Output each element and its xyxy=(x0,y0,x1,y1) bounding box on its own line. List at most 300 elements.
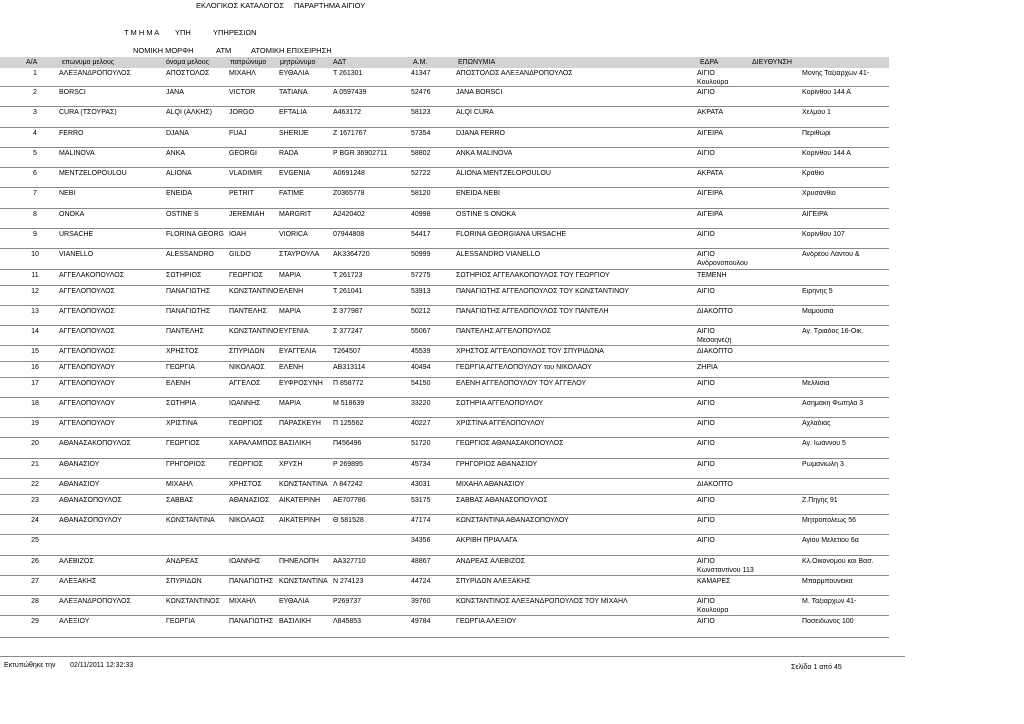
cell-name: ΣΑΒΒΑΣ xyxy=(166,497,194,504)
cell-name: ΧΡΙΣΤΙΝΑ xyxy=(166,420,198,427)
cell-edra: ΑΙΓΕΙΡΑ xyxy=(697,190,723,197)
cell-edra: ΑΙΓΙΟ xyxy=(697,517,715,524)
cell-mother: ΕΛΕΝΗ xyxy=(279,364,304,371)
cell-aa: 1 xyxy=(33,70,37,77)
cell-address: Αγ. Ιωάννου 5 xyxy=(802,440,846,447)
cell-aa: 22 xyxy=(31,481,39,488)
col-am: Α.Μ. xyxy=(413,59,428,66)
cell-am: 40227 xyxy=(411,420,431,427)
cell-edra: ΑΙΓΙΟ xyxy=(697,598,715,605)
cell-name: ANKA xyxy=(166,150,186,157)
cell-adt: ΑΒ313114 xyxy=(333,364,366,371)
column-header-bar xyxy=(0,57,889,68)
atomiki-label: ΑΤΟΜΙΚΗ ΕΠΙΧΕΙΡΗΣΗ xyxy=(251,46,332,55)
cell-father: ΓΕΩΡΓΙΟΣ xyxy=(229,272,263,279)
cell-eponymia: ΧΡΙΣΤΙΝΑ ΑΓΓΕΛΟΠΟΥΛΟΥ xyxy=(456,420,545,427)
cell-edra: ΑΙΓΙΟ xyxy=(697,420,715,427)
cell-edra: ΑΙΓΙΟ xyxy=(697,380,715,387)
cell-address: Μπαρμπουνέικα xyxy=(802,578,853,585)
row-divider xyxy=(0,437,889,438)
cell-aa: 13 xyxy=(31,308,39,315)
row-divider xyxy=(0,187,889,188)
row-divider xyxy=(0,478,889,479)
cell-am: 58120 xyxy=(411,190,431,197)
cell-aa: 12 xyxy=(31,288,39,295)
cell-surname: ΑΘΑΝΑΣΙΟΥ xyxy=(59,481,100,488)
cell-am: 53175 xyxy=(411,497,431,504)
ypi-code: ΥΠΗ xyxy=(175,28,191,37)
cell-adt: Τ 261723 xyxy=(333,272,363,279)
cell-address: Χελμού 1 xyxy=(802,109,831,116)
cell-am: 45539 xyxy=(411,348,431,355)
cell-mother: ΚΩΝΣΤΑΝΤΙΝΑ xyxy=(279,578,328,585)
cell-aa: 11 xyxy=(31,272,39,279)
row-divider xyxy=(0,377,889,378)
cell-name: ALIONA xyxy=(166,170,192,177)
row-divider xyxy=(0,615,889,616)
cell-aa: 17 xyxy=(31,380,39,387)
cell-aa: 27 xyxy=(31,578,39,585)
cell-aa: 25 xyxy=(31,537,39,544)
row-divider xyxy=(0,147,889,148)
cell-father: ΠΑΝΤΕΛΗΣ xyxy=(229,308,267,315)
cell-address: Μητροπόλεως 56 xyxy=(802,517,857,524)
cell-mother: ΜΑΡΙΑ xyxy=(279,308,301,315)
cell-address: Μ. Ταξιαρχών 41- xyxy=(802,598,857,605)
cell-aa: 19 xyxy=(31,420,39,427)
col-mother: μητρώνυμο xyxy=(280,59,316,66)
cell-surname: ΑΓΓΕΛΟΠΟΥΛΟΣ xyxy=(59,288,115,295)
cell-eponymia: ANKA MALINOVA xyxy=(456,150,513,157)
cell-surname: ΑΛΕΞΑΝΔΡΟΠΟΥΛΟΣ xyxy=(59,70,131,77)
cell-name: ENEIDA xyxy=(166,190,193,197)
cell-am: 54150 xyxy=(411,380,431,387)
cell-edra: ΑΚΡΑΤΑ xyxy=(697,170,724,177)
cell-address: Κορίνθου 107 xyxy=(802,231,845,238)
cell-eponymia: ΣΠΥΡΙΔΩΝ ΑΛΕΞΑΚΗΣ xyxy=(456,578,531,585)
row-divider xyxy=(0,417,889,418)
cell-surname: ΑΓΓΕΛΟΠΟΥΛΟΥ xyxy=(59,380,115,387)
cell-eponymia: ΓΕΩΡΓΙΑ ΑΛΕΞΙΟΥ xyxy=(456,618,517,625)
cell-address: Περιθώρι xyxy=(802,130,831,137)
cell-eponymia: ΧΡΗΣΤΟΣ ΑΓΓΕΛΟΠΟΥΛΟΣ ΤΟΥ ΣΠΥΡΙΔΩΝΑ xyxy=(456,348,604,355)
cell-surname: ΑΛΕΞΑΝΔΡΟΠΟΥΛΟΣ xyxy=(59,598,131,605)
cell-father: ΠΑΝΑΓΙΩΤΗΣ xyxy=(229,618,274,625)
cell-father: ΚΩΝΣΤΑΝΤΙΝΟ xyxy=(229,328,278,335)
cell-edra: ΑΙΓΙΟ xyxy=(697,288,715,295)
cell-aa: 23 xyxy=(31,497,39,504)
cell-surname: ΑΓΓΕΛΑΚΟΠΟΥΛΟΣ xyxy=(59,272,125,279)
cell-eponymia: ΚΩΝΣΤΑΝΤΙΝΑ ΑΘΑΝΑΣΟΠΟΥΛΟΥ xyxy=(456,517,569,524)
cell-mother: FATIME xyxy=(279,190,304,197)
cell-adt: Τ 261301 xyxy=(333,70,363,77)
cell-edra: ΔΙΑΚΟΠΤΟ xyxy=(697,308,733,315)
cell-am: 39760 xyxy=(411,598,431,605)
cell-address: Κλ.Οικονόμου και Βασ. xyxy=(802,558,874,565)
cell-name: ΣΩΤΗΡΙΟΣ xyxy=(166,272,202,279)
cell-father: FUAJ xyxy=(229,130,247,137)
cell-father: ΚΩΝΣΤΑΝΤΙΝΟ xyxy=(229,288,278,295)
cell-eponymia: ΕΛΕΝΗ ΑΓΓΕΛΟΠΟΥΛΟΥ ΤΟΥ ΑΓΓΕΛΟΥ xyxy=(456,380,587,387)
cell-address: Ειρήνης 5 xyxy=(802,288,833,295)
cell-adt: A2420402 xyxy=(333,211,365,218)
col-father: πατρώνυμο xyxy=(230,59,267,66)
cell-adt: Μ 518639 xyxy=(333,400,365,407)
cell-eponymia: ΠΑΝΑΓΙΩΤΗΣ ΑΓΓΕΛΟΠΟΥΛΟΣ ΤΟΥ ΚΩΝΣΤΑΝΤΙΝΟΥ xyxy=(456,288,630,295)
cell-aa: 24 xyxy=(31,517,39,524)
cell-name: ΓΡΗΓΟΡΙΟΣ xyxy=(166,461,206,468)
cell-name: ALESSANDRO xyxy=(166,251,214,258)
row-divider xyxy=(0,248,889,249)
cell-aa: 28 xyxy=(31,598,39,605)
cell-mother: SHERIJE xyxy=(279,130,309,137)
cell-aa: 9 xyxy=(33,231,37,238)
cell-name: ΓΕΩΡΓΙΑ xyxy=(166,618,195,625)
cell-edra: ΑΙΓΙΟ xyxy=(697,440,715,447)
cell-edra: ΑΙΓΙΟ xyxy=(697,497,715,504)
cell-am: 40998 xyxy=(411,211,431,218)
row-divider xyxy=(0,534,889,535)
cell-aa: 15 xyxy=(31,348,39,355)
cell-eponymia: FLORINA GEORGIANA URSACHE xyxy=(456,231,567,238)
row-divider xyxy=(0,494,889,495)
cell-adt: Ρ269737 xyxy=(333,598,362,605)
cell-mother: ΒΑΣΙΛΙΚΗ xyxy=(279,618,311,625)
cell-name: ΣΩΤΗΡΙΑ xyxy=(166,400,197,407)
printed-date: 02/11/2011 12:32:33 xyxy=(70,662,134,669)
cell-am: 44724 xyxy=(411,578,431,585)
row-divider xyxy=(0,86,889,87)
cell-edra: ΖΗΡΙΑ xyxy=(697,364,718,371)
cell-am: 55067 xyxy=(411,328,431,335)
cell-adt: Z 1671767 xyxy=(333,130,367,137)
row-divider xyxy=(0,269,889,270)
cell-edra-line2: Ανδρονοπούλου xyxy=(697,260,748,267)
cell-edra: ΑΚΡΑΤΑ xyxy=(697,109,724,116)
cell-am: 57354 xyxy=(411,130,431,137)
col-address: ΔΙΕΥΘΥΝΣΗ xyxy=(752,59,792,66)
cell-address: Ρωμανιώλη 3 xyxy=(802,461,844,468)
cell-address: Ασημάκη Φωτήλα 3 xyxy=(802,400,864,407)
cell-mother: ΕΛΕΝΗ xyxy=(279,288,304,295)
cell-address: Ζ.Πηγής 91 xyxy=(802,497,838,504)
cell-surname: BORSCI xyxy=(59,89,86,96)
catalog-title: ΕΚΛΟΓΙΚΟΣ ΚΑΤΑΛΟΓΟΣ xyxy=(196,1,284,10)
cell-adt: Π456496 xyxy=(333,440,362,447)
cell-surname: ΑΓΓΕΛΟΠΟΥΛΟΣ xyxy=(59,308,115,315)
cell-eponymia: ΣΩΤΗΡΙΟΣ ΑΓΓΕΛΑΚΟΠΟΥΛΟΣ ΤΟΥ ΓΕΩΡΓΙΟΥ xyxy=(456,272,610,279)
cell-eponymia: ΑΚΡΙΒΗ ΠΡΙΑΛΑΓΑ xyxy=(456,537,518,544)
cell-edra: ΑΙΓΕΙΡΑ xyxy=(697,130,723,137)
cell-father: ΙΩΑΝΝΗΣ xyxy=(229,400,261,407)
cell-edra: ΑΙΓΕΙΡΑ xyxy=(697,211,723,218)
cell-am: 48867 xyxy=(411,558,431,565)
cell-address: Μαμουσιά xyxy=(802,308,834,315)
cell-aa: 7 xyxy=(33,190,37,197)
cell-am: 33220 xyxy=(411,400,431,407)
cell-eponymia: ΠΑΝΤΕΛΗΣ ΑΓΓΕΛΟΠΟΥΛΟΣ xyxy=(456,328,552,335)
cell-name: ΠΑΝΑΓΙΩΤΗΣ xyxy=(166,288,211,295)
cell-adt: Θ 581528 xyxy=(333,517,364,524)
cell-adt: Π 125562 xyxy=(333,420,364,427)
cell-address: Κορίνθου 144 Α xyxy=(802,89,851,96)
cell-edra: ΤΕΜΕΝΗ xyxy=(697,272,727,279)
cell-surname: MALINOVA xyxy=(59,150,95,157)
cell-father: ΠΑΝΑΓΙΩΤΗΣ xyxy=(229,578,274,585)
row-divider xyxy=(0,514,889,515)
cell-adt: AK3364720 xyxy=(333,251,370,258)
cell-name: ΚΩΝΣΤΑΝΤΙΝΑ xyxy=(166,517,215,524)
cell-mother: ΚΩΝΣΤΑΝΤΙΝΑ xyxy=(279,481,328,488)
cell-edra: ΑΙΓΙΟ xyxy=(697,537,715,544)
cell-am: 34356 xyxy=(411,537,431,544)
cell-aa: 5 xyxy=(33,150,37,157)
cell-father: VICTOR xyxy=(229,89,256,96)
col-aa: Α/Α xyxy=(26,59,38,66)
cell-mother: VIORICA xyxy=(279,231,308,238)
cell-mother: EVGENIA xyxy=(279,170,311,177)
cell-name: DJANA xyxy=(166,130,189,137)
cell-am: 52476 xyxy=(411,89,431,96)
cell-adt: Λ 847242 xyxy=(333,481,363,488)
cell-am: 58123 xyxy=(411,109,431,116)
cell-eponymia: OSTINE S ONOKA xyxy=(456,211,516,218)
cell-surname: URSACHE xyxy=(59,231,94,238)
cell-adt: A0691248 xyxy=(333,170,365,177)
cell-mother: EFTALIA xyxy=(279,109,307,116)
cell-am: 52722 xyxy=(411,170,431,177)
cell-edra: ΑΙΓΙΟ xyxy=(697,400,715,407)
cell-name: ALQI (ΑΛΚΗΣ) xyxy=(166,109,212,116)
cell-address: Κορίνθου 144 Α xyxy=(802,150,851,157)
page-info: Σελίδα 1 από 45 xyxy=(791,664,842,671)
cell-mother: TATIANA xyxy=(279,89,308,96)
footer-divider xyxy=(0,656,905,657)
cell-surname: ΑΘΑΝΑΣΟΠΟΥΛΟΣ xyxy=(59,497,122,504)
cell-mother: ΕΥΦΡΟΣΥΝΗ xyxy=(279,380,323,387)
cell-name: ΑΝΔΡΕΑΣ xyxy=(166,558,199,565)
cell-am: 49784 xyxy=(411,618,431,625)
cell-eponymia: JANA BORSCI xyxy=(456,89,503,96)
cell-edra: ΑΙΓΙΟ xyxy=(697,70,715,77)
cell-name: ΠΑΝΤΕΛΗΣ xyxy=(166,328,204,335)
cell-adt: ΑΑ327710 xyxy=(333,558,366,565)
cell-am: 47174 xyxy=(411,517,431,524)
cell-father: PETRIT xyxy=(229,190,254,197)
cell-mother: ΜΑΡΙΑ xyxy=(279,272,301,279)
cell-edra: ΑΙΓΙΟ xyxy=(697,150,715,157)
cell-name: ΧΡΗΣΤΟΣ xyxy=(166,348,199,355)
cell-edra-line2: Κουλούρα xyxy=(697,79,729,86)
cell-aa: 26 xyxy=(31,558,39,565)
cell-am: 43031 xyxy=(411,481,431,488)
cell-surname: ΑΓΓΕΛΟΠΟΥΛΟΣ xyxy=(59,348,115,355)
cell-father: VLADIMIR xyxy=(229,170,263,177)
cell-mother: MARGRIT xyxy=(279,211,312,218)
cell-aa: 2 xyxy=(33,89,37,96)
cell-aa: 20 xyxy=(31,440,39,447)
cell-aa: 3 xyxy=(33,109,37,116)
cell-name: ΕΛΕΝΗ xyxy=(166,380,191,387)
row-divider xyxy=(0,285,889,286)
cell-edra-line2: Κωνσταντίνου 113 xyxy=(697,567,754,574)
cell-father: ΜΙΧΑΗΛ xyxy=(229,70,256,77)
cell-address: Αγ. Τριάδος 16-Οικ. xyxy=(802,328,864,335)
cell-edra-line2: Κουλούρα xyxy=(697,607,729,614)
cell-father: ΣΠΥΡΙΔΩΝ xyxy=(229,348,265,355)
cell-name: ΓΕΩΡΓΙΟΣ xyxy=(166,440,200,447)
cell-mother: RADA xyxy=(279,150,299,157)
row-divider xyxy=(0,167,889,168)
row-divider xyxy=(0,305,889,306)
col-edra: ΕΔΡΑ xyxy=(700,59,719,66)
cell-surname: ΑΛΕΒΙΖΟΣ xyxy=(59,558,94,565)
cell-eponymia: ALIONA MENTZELOPOULOU xyxy=(456,170,551,177)
row-divider xyxy=(0,208,889,209)
row-divider xyxy=(0,458,889,459)
cell-address: Ποσειδώνος 100 xyxy=(802,618,854,625)
cell-adt: P BGR 36902711 xyxy=(333,150,388,157)
cell-name: ΓΕΩΡΓΙΑ xyxy=(166,364,195,371)
cell-mother: ΑΙΚΑΤΕΡΙΝΗ xyxy=(279,517,321,524)
cell-adt: Τ264507 xyxy=(333,348,361,355)
nomiki-morfi-label: ΝΟΜΙΚΗ ΜΟΡΦΗ xyxy=(133,46,194,55)
cell-father: JEREMIAH xyxy=(229,211,265,218)
cell-eponymia: ΓΕΩΡΓΙΑ ΑΓΓΕΛΟΠΟΥΛΟΥ του ΝΙΚΟΛΑΟΥ xyxy=(456,364,592,371)
col-adt: ΑΔΤ xyxy=(333,59,347,66)
cell-aa: 21 xyxy=(31,461,39,468)
cell-aa: 8 xyxy=(33,211,37,218)
cell-surname: ONOKA xyxy=(59,211,85,218)
cell-adt: Λ845853 xyxy=(333,618,362,625)
cell-eponymia: DJANA FERRO xyxy=(456,130,506,137)
cell-father: IOAH xyxy=(229,231,247,238)
cell-father: ΑΘΑΝΑΣΙΟΣ xyxy=(229,497,270,504)
row-divider xyxy=(0,325,889,326)
cell-edra: ΑΙΓΙΟ xyxy=(697,461,715,468)
cell-surname: VIANELLO xyxy=(59,251,94,258)
cell-adt: Ρ 269895 xyxy=(333,461,363,468)
cell-eponymia: ΓΡΗΓΟΡΙΟΣ ΑΘΑΝΑΣΙΟΥ xyxy=(456,461,538,468)
cell-eponymia: ALQI CURA xyxy=(456,109,494,116)
cell-am: 54417 xyxy=(411,231,431,238)
cell-aa: 6 xyxy=(33,170,37,177)
cell-surname: ΑΛΕΞΙΟΥ xyxy=(59,618,90,625)
cell-mother: ΕΥΓΕΝΙΑ xyxy=(279,328,309,335)
cell-eponymia: ΚΩΝΣΤΑΝΤΙΝΟΣ ΑΛΕΞΑΝΔΡΟΠΟΥΛΟΣ ΤΟΥ ΜΙΧΑΗΛ xyxy=(456,598,628,605)
cell-father: ΙΩΑΝΝΗΣ xyxy=(229,558,261,565)
cell-eponymia: ΜΙΧΑΗΛ ΑΘΑΝΑΣΙΟΥ xyxy=(456,481,525,488)
cell-aa: 10 xyxy=(31,251,39,258)
cell-adt: Ν 274123 xyxy=(333,578,364,585)
cell-surname: ΑΛΕΞΑΚΗΣ xyxy=(59,578,97,585)
cell-father: ΝΙΚΟΛΑΟΣ xyxy=(229,517,265,524)
cell-father: ΜΙΧΑΗΛ xyxy=(229,598,256,605)
cell-mother: ΜΑΡΙΑ xyxy=(279,400,301,407)
cell-aa: 18 xyxy=(31,400,39,407)
cell-edra: ΔΙΑΚΟΠΤΟ xyxy=(697,348,733,355)
cell-father: ΑΓΓΕΛΟΣ xyxy=(229,380,261,387)
cell-surname: ΑΓΓΕΛΟΠΟΥΛΟΥ xyxy=(59,364,115,371)
cell-am: 45734 xyxy=(411,461,431,468)
atm-code: ΑΤΜ xyxy=(216,46,232,55)
branch-title: ΠΑΡΑΡΤΗΜΑ ΑΙΓΙΟΥ xyxy=(294,1,366,10)
cell-am: 50999 xyxy=(411,251,431,258)
cell-mother: ΧΡΥΣΗ xyxy=(279,461,303,468)
cell-am: 41347 xyxy=(411,70,431,77)
cell-adt: A463172 xyxy=(333,109,362,116)
cell-father: ΧΡΗΣΤΟΣ xyxy=(229,481,262,488)
cell-address: Μονής Ταξιαρχών 41- xyxy=(802,70,870,77)
row-divider xyxy=(0,595,889,596)
cell-am: 53913 xyxy=(411,288,431,295)
cell-aa: 29 xyxy=(31,618,39,625)
cell-aa: 16 xyxy=(31,364,39,371)
cell-adt: 07944808 xyxy=(333,231,365,238)
row-divider xyxy=(0,637,889,638)
cell-adt: Π 858772 xyxy=(333,380,364,387)
cell-surname: NEBI xyxy=(59,190,76,197)
cell-adt: Τ 261041 xyxy=(333,288,363,295)
cell-surname: ΑΘΑΝΑΣΑΚΟΠΟΥΛΟΣ xyxy=(59,440,131,447)
cell-edra: ΔΙΑΚΟΠΤΟ xyxy=(697,481,733,488)
cell-father: ΧΑΡΑΛΑΜΠΟΣ xyxy=(229,440,278,447)
col-eponymia: ΕΠΩΝΥΜΙΑ xyxy=(458,59,496,66)
row-divider xyxy=(0,345,889,346)
cell-mother: ΕΥΘΑΛΙΑ xyxy=(279,598,310,605)
cell-mother: ΒΑΣΙΛΙΚΗ xyxy=(279,440,311,447)
row-divider xyxy=(0,575,889,576)
cell-name: JANA xyxy=(166,89,184,96)
cell-surname: ΑΓΓΕΛΟΠΟΥΛΟΥ xyxy=(59,420,115,427)
cell-edra: ΑΙΓΙΟ xyxy=(697,251,715,258)
cell-eponymia: ENEIDA NEBI xyxy=(456,190,500,197)
cell-father: ΝΙΚΟΛΑΟΣ xyxy=(229,364,265,371)
cell-address: Χρυσάνθιο xyxy=(802,190,836,197)
cell-eponymia: ΓΕΩΡΓΙΟΣ ΑΘΑΝΑΣΑΚΟΠΟΥΛΟΣ xyxy=(456,440,564,447)
cell-name: ΣΠΥΡΙΔΩΝ xyxy=(166,578,202,585)
col-surname: επωνυμο μελους xyxy=(62,59,115,66)
cell-eponymia: ΑΠΟΣΤΟΛΟΣ ΑΛΕΞΑΝΔΡΟΠΟΥΛΟΣ xyxy=(456,70,573,77)
cell-surname: MENTZELOPOULOU xyxy=(59,170,127,177)
cell-eponymia: ΣΩΤΗΡΙΑ ΑΓΓΕΛΟΠΟΥΛΟΥ xyxy=(456,400,544,407)
cell-am: 51720 xyxy=(411,440,431,447)
cell-address: ΑΙΓΕΙΡΑ xyxy=(802,211,828,218)
cell-name: ΚΩΝΣΤΑΝΤΙΝΟΣ xyxy=(166,598,220,605)
cell-address: Αχλαδιάς xyxy=(802,420,831,427)
cell-mother: ΕΥΘΑΛΙΑ xyxy=(279,70,310,77)
cell-father: GEORGI xyxy=(229,150,258,157)
row-divider xyxy=(0,127,889,128)
col-name: όνομα μελους xyxy=(166,59,209,66)
cell-am: 58802 xyxy=(411,150,431,157)
row-divider xyxy=(0,555,889,556)
cell-father: ΓΕΩΡΓΙΟΣ xyxy=(229,461,263,468)
cell-eponymia: ΑΝΔΡΕΑΣ ΑΛΕΒΙΖΟΣ xyxy=(456,558,525,565)
cell-address: Μελλίσια xyxy=(802,380,830,387)
cell-name: ΜΙΧΑΗΛ xyxy=(166,481,193,488)
cell-edra: ΑΙΓΙΟ xyxy=(697,558,715,565)
row-divider xyxy=(0,361,889,362)
cell-am: 40494 xyxy=(411,364,431,371)
cell-mother: ΣΤΑΥΡΟΥΛΑ xyxy=(279,251,320,258)
row-divider xyxy=(0,106,889,107)
cell-eponymia: ΣΑΒΒΑΣ ΑΘΑΝΑΣΟΠΟΥΛΟΣ xyxy=(456,497,548,504)
cell-edra: ΚΑΜΑΡΕΣ xyxy=(697,578,731,585)
cell-name: OSTINE S xyxy=(166,211,199,218)
cell-surname: ΑΘΑΝΑΣΙΟΥ xyxy=(59,461,100,468)
cell-mother: ΕΥΑΓΓΕΛΙΑ xyxy=(279,348,317,355)
